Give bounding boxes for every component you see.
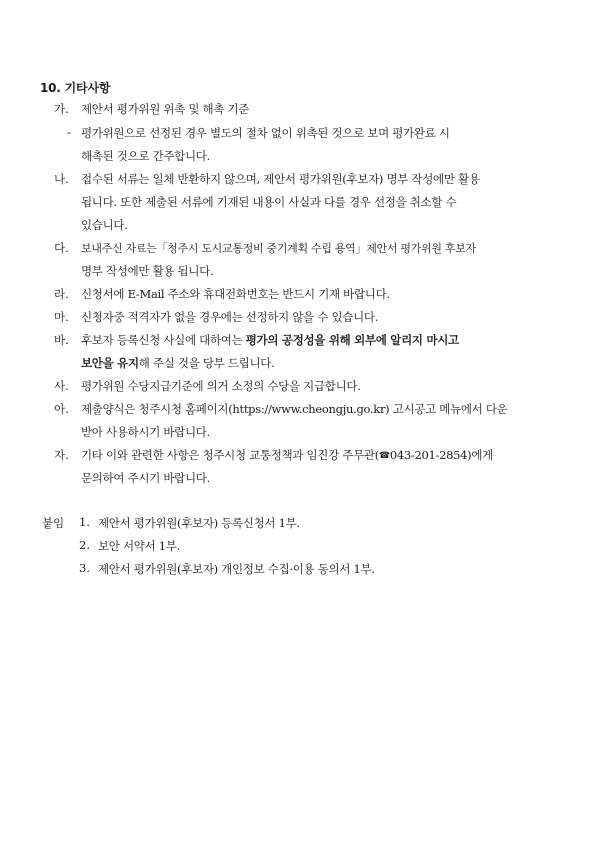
item-marker-ra: 라. <box>54 287 69 301</box>
item-ba-emphasis: 평가의 공정성을 위해 외부에 알리지 마시고 <box>245 333 459 347</box>
attachment-item: 제안서 평가위원(후보자) 등록신청서 1부. <box>98 516 300 530</box>
item-marker-ma: 마. <box>54 310 69 324</box>
item-a-line-1: 제출양식은 청주시청 홈페이지(https://www.cheongju.go.kr) 고시공고 메뉴에서 다운 <box>81 402 508 416</box>
item-marker-ba: 바. <box>54 333 69 347</box>
attachment-item: 제안서 평가위원(후보자) 개인정보 수집·이용 동의서 1부. <box>98 562 375 576</box>
item-da-line-2: 명부 작성에만 활용 됩니다. <box>81 264 214 278</box>
attachment-number: 3. <box>79 561 90 575</box>
item-marker-na: 나. <box>54 172 69 186</box>
item-ga-line-1: 제안서 평가위원 위촉 및 해촉 기준 <box>81 102 250 116</box>
item-ba-line-1 <box>81 332 459 348</box>
item-ma-line-1: 신청자중 적격자가 없을 경우에는 선정하지 않을 수 있습니다. <box>81 310 379 324</box>
item-ba-plain-text-2: 해 주실 것을 당부 드립니다. <box>138 356 275 370</box>
item-ba-line-2 <box>81 355 274 371</box>
section-heading <box>40 79 110 96</box>
item-a-line-2: 받아 사용하시기 바랍니다. <box>81 425 210 439</box>
attachment-number: 2. <box>79 538 90 552</box>
attachment-item: 보안 서약서 1부. <box>98 539 180 553</box>
item-ra-line-1: 신청서에 E-Mail 주소와 휴대전화번호는 반드시 기재 바랍니다. <box>81 287 390 301</box>
section-number: 10. <box>40 81 61 95</box>
item-dash-line-2: 해촉된 것으로 간주합니다. <box>81 149 210 163</box>
item-ja-text-before: 기타 이와 관련한 사항은 청주시청 교통정책과 임진강 주무관( <box>81 448 379 462</box>
item-marker-ga: 가. <box>54 102 69 116</box>
item-na-line-3: 있습니다. <box>81 218 128 232</box>
item-marker-da: 다. <box>54 241 69 255</box>
phone-icon: ☎ <box>378 451 390 461</box>
item-ja-line-1 <box>81 447 493 463</box>
item-dash-line-1: 평가위원으로 선정된 경우 별도의 절차 없이 위촉된 것으로 보며 평가완료 시 <box>81 126 450 140</box>
item-na-line-1: 접수된 서류는 일체 반환하지 않으며, 제안서 평가위원(후보자) 명부 작성에만 활용 <box>81 172 480 186</box>
item-marker-a: 아. <box>54 402 69 416</box>
section-title: 기타사항 <box>64 81 111 95</box>
item-sa-line-1: 평가위원 수당지급기준에 의거 소정의 수당을 지급합니다. <box>81 379 361 393</box>
item-marker-sa: 사. <box>54 379 69 393</box>
item-da-line-1: 보내주신 자료는「청주시 도시교통정비 중기계획 수립 용역」제안서 평가위원 후보자 <box>81 242 476 255</box>
item-marker-ja: 자. <box>54 448 69 462</box>
item-na-line-2: 됩니다. 또한 제출된 서류에 기재된 내용이 사실과 다를 경우 선정을 취소할 수 <box>81 195 457 209</box>
item-ba-emphasis-2: 보안을 유지 <box>81 356 139 370</box>
item-ja-line-2: 문의하여 주시기 바랍니다. <box>81 471 210 485</box>
attachments-label: 붙임 <box>42 516 65 530</box>
attachment-number: 1. <box>79 515 90 529</box>
item-marker-dash: - <box>67 125 71 139</box>
item-ja-text-after: 043-201-2854)에게 <box>389 448 493 462</box>
item-ba-plain-text: 후보자 등록신청 사실에 대하여는 <box>81 333 246 347</box>
